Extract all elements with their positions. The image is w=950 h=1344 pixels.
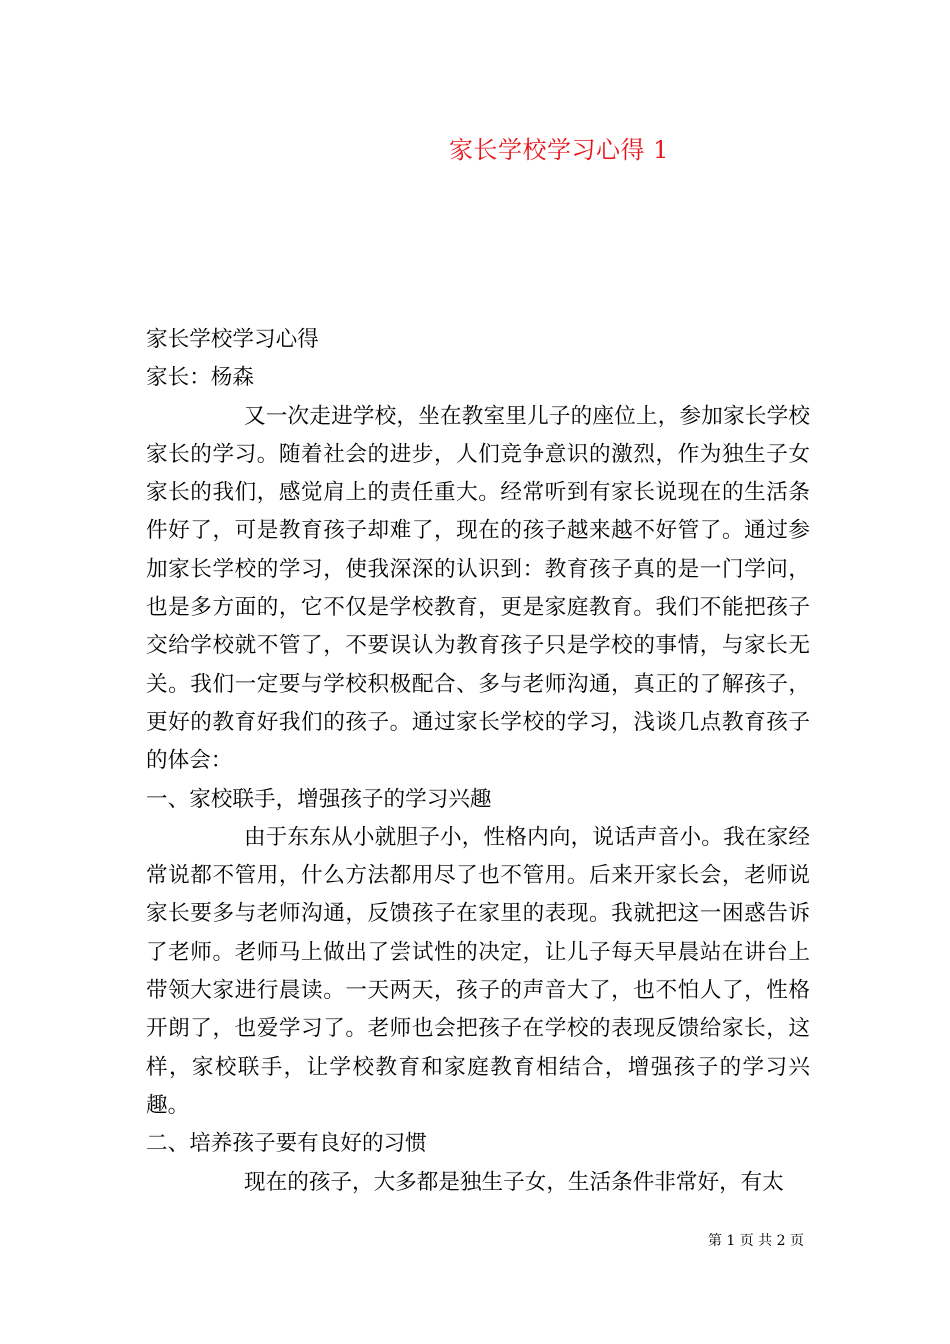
page-footer: 第 1 页 共 2 页 bbox=[707, 1233, 804, 1249]
document-title: 家长学校学习心得 1 bbox=[449, 136, 669, 164]
document-body bbox=[146, 321, 810, 1202]
section-heading-1: 一、家校联手，增强孩子的学习兴趣 bbox=[146, 786, 492, 812]
paragraph-section-2: 现在的孩子，大多都是独生子女，生活条件非常好，有太 bbox=[244, 1169, 784, 1195]
document-subtitle: 家长学校学习心得 bbox=[146, 327, 319, 352]
section-heading-2: 二、培养孩子要有良好的习惯 bbox=[146, 1131, 427, 1157]
paragraph-intro: 又一次走进学校，坐在教室里儿子的座位上，参加家长学校家长的学习。随着社会的进步，人们竞争意识的激烈，作为独生子女家长的我们，感觉肩上的责任重大。经常听到有家长说现在的生活条件好了，可是教育孩子却难了，现在的孩子越来越不好管了。通过参加家长学校的学习，使我深深的认识到：教育孩子真的是一门学问，也是多方面的，它不仅是学校教育，更是家庭教育。我们不能把孩子交给学校就不管了，不要误认为教育孩子只是学校的事情，与家长无关。我们一定要与学校积极配合、多与老师沟通，真正的了解孩子，更好的教育好我们的孩子。通过家长学校的学习，浅谈几点教育孩子的体会： bbox=[146, 403, 810, 774]
paragraph-section-1: 由于东东从小就胆子小，性格内向，说话声音小。我在家经常说都不管用，什么方法都用尽了也不管用。后来开家长会，老师说家长要多与老师沟通，反馈孩子在家里的表现。我就把这一困惑告诉了老师。老师马上做出了尝试性的决定，让儿子每天早晨站在讲台上带领大家进行晨读。一天两天，孩子的声音大了，也不怕人了，性格开朗了，也爱学习了。老师也会把孩子在学校的表现反馈给家长，这样，家校联手，让学校教育和家庭教育相结合，增强孩子的学习兴趣。 bbox=[146, 824, 810, 1118]
author-line: 家长：杨森 bbox=[146, 365, 254, 391]
